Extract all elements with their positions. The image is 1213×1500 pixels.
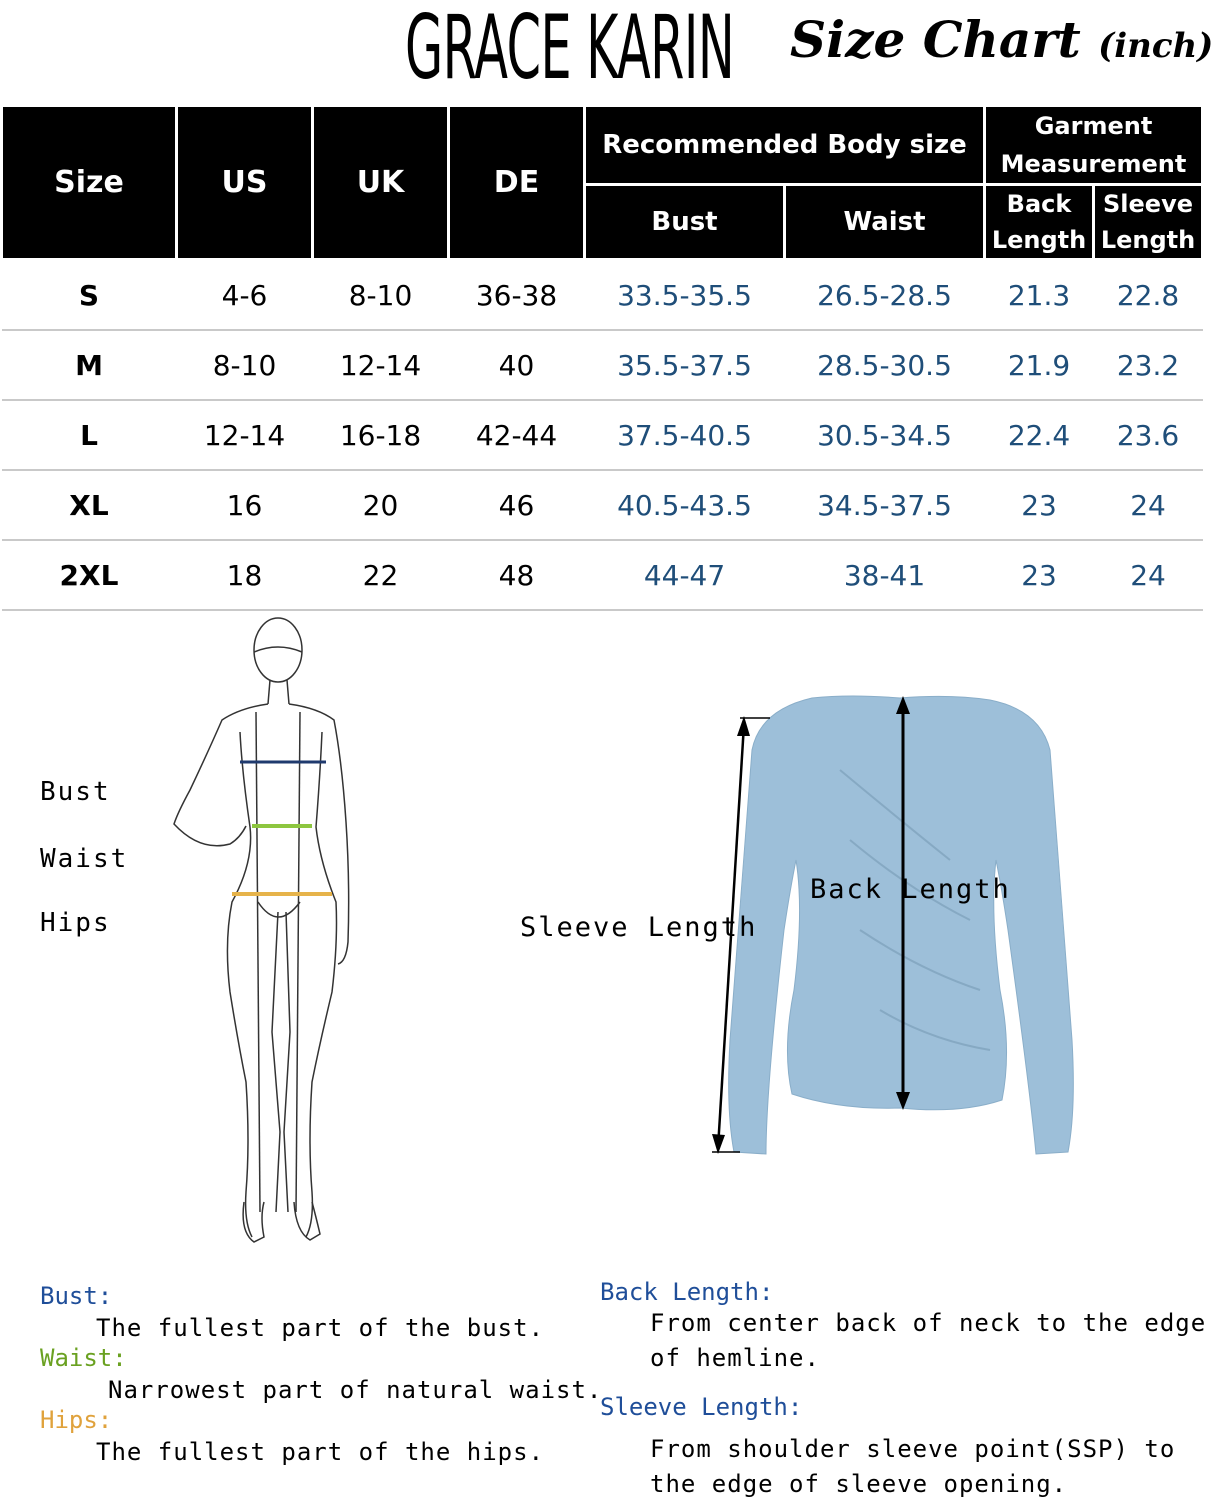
cell-de: 48 — [449, 540, 585, 610]
cell-back: 23 — [985, 470, 1094, 540]
cell-size: M — [2, 330, 177, 400]
def-waist-text: Narrowest part of natural waist. — [108, 1376, 603, 1404]
def-back-heading: Back Length: — [600, 1278, 774, 1306]
shirt-body — [729, 696, 1074, 1154]
cell-size: XL — [2, 470, 177, 540]
cell-size: L — [2, 400, 177, 470]
def-sleeve-heading: Sleeve Length: — [600, 1393, 803, 1421]
def-back-text-1: From center back of neck to the edge — [650, 1309, 1207, 1337]
cell-uk: 12-14 — [313, 330, 449, 400]
cell-size: S — [2, 260, 177, 331]
cell-back: 22.4 — [985, 400, 1094, 470]
brand-logo: GRACE KARIN — [405, 0, 735, 99]
table-row — [2, 400, 1203, 470]
cell-sleeve: 24 — [1094, 470, 1203, 540]
cell-de: 40 — [449, 330, 585, 400]
cell-waist: 30.5-34.5 — [785, 400, 985, 470]
def-bust-heading: Bust: — [40, 1282, 113, 1310]
header-de: DE — [449, 106, 585, 260]
size-table — [0, 104, 1204, 611]
header-size: Size — [2, 106, 177, 260]
cell-uk: 22 — [313, 540, 449, 610]
cell-back: 23 — [985, 540, 1094, 610]
header-sleeve-length — [1094, 185, 1203, 260]
cell-de: 36-38 — [449, 260, 585, 331]
def-sleeve-text-2: the edge of sleeve opening. — [650, 1470, 1068, 1498]
header-garment-group: Garment Measurement — [985, 106, 1203, 185]
def-back-text-2: of hemline. — [650, 1344, 820, 1372]
header-back-length — [985, 185, 1094, 260]
cell-waist: 26.5-28.5 — [785, 260, 985, 331]
def-hips-heading: Hips: — [40, 1406, 113, 1434]
back-label-1: Back — [1006, 190, 1072, 218]
cell-us: 16 — [177, 470, 313, 540]
def-bust-text: The fullest part of the bust. — [96, 1314, 545, 1342]
shirt-illustration — [700, 690, 1100, 1170]
cell-sleeve: 24 — [1094, 540, 1203, 610]
table-row — [2, 330, 1203, 400]
cell-us: 12-14 — [177, 400, 313, 470]
cell-de: 42-44 — [449, 400, 585, 470]
def-sleeve-text-1: From shoulder sleeve point(SSP) to — [650, 1435, 1176, 1463]
cell-back: 21.3 — [985, 260, 1094, 331]
sleeve-label-2: Length — [1100, 226, 1196, 254]
shirt-label-sleeve-length: Sleeve Length — [520, 912, 758, 943]
cell-de: 46 — [449, 470, 585, 540]
cell-uk: 16-18 — [313, 400, 449, 470]
cell-sleeve: 23.2 — [1094, 330, 1203, 400]
cell-bust: 35.5-37.5 — [585, 330, 785, 400]
cell-bust: 37.5-40.5 — [585, 400, 785, 470]
shirt-label-back-length: Back Length — [810, 874, 1011, 905]
cell-uk: 20 — [313, 470, 449, 540]
cell-sleeve: 22.8 — [1094, 260, 1203, 331]
cell-uk: 8-10 — [313, 260, 449, 331]
def-hips-text: The fullest part of the hips. — [96, 1438, 545, 1466]
header-waist: Waist — [785, 185, 985, 260]
header-us: US — [177, 106, 313, 260]
header-body-group: Recommended Body size — [585, 106, 985, 185]
back-label-2: Length — [991, 226, 1087, 254]
header-bust: Bust — [585, 185, 785, 260]
cell-waist: 34.5-37.5 — [785, 470, 985, 540]
cell-us: 4-6 — [177, 260, 313, 331]
cell-sleeve: 23.6 — [1094, 400, 1203, 470]
figure-label-bust: Bust — [40, 777, 111, 807]
unit-text: (inch) — [1098, 26, 1213, 66]
cell-back: 21.9 — [985, 330, 1094, 400]
cell-bust: 44-47 — [585, 540, 785, 610]
body-figure-illustration — [160, 612, 370, 1252]
table-row — [2, 540, 1203, 610]
cell-us: 8-10 — [177, 330, 313, 400]
table-row — [2, 470, 1203, 540]
figure-label-hips: Hips — [40, 908, 111, 938]
table-row — [2, 260, 1203, 331]
cell-us: 18 — [177, 540, 313, 610]
cell-waist: 38-41 — [785, 540, 985, 610]
cell-bust: 40.5-43.5 — [585, 470, 785, 540]
figure-label-waist: Waist — [40, 844, 129, 874]
header-uk: UK — [313, 106, 449, 260]
def-waist-heading: Waist: — [40, 1344, 127, 1372]
title-text: Size Chart — [790, 10, 1081, 69]
cell-size: 2XL — [2, 540, 177, 610]
sleeve-label-1: Sleeve — [1103, 190, 1194, 218]
cell-bust: 33.5-35.5 — [585, 260, 785, 331]
cell-waist: 28.5-30.5 — [785, 330, 985, 400]
page-title — [790, 10, 1213, 69]
